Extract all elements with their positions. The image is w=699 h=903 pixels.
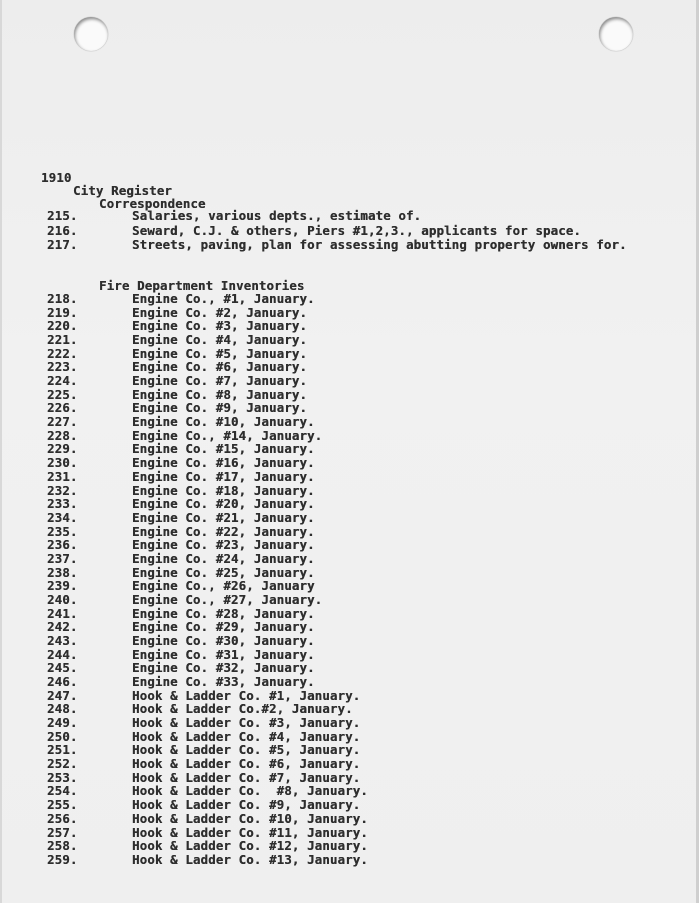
entry-number: 218.: [47, 291, 78, 306]
list-item: [2, 497, 699, 511]
entry-number: 233.: [47, 496, 78, 512]
list-item: [2, 484, 699, 498]
entry-number: 224.: [47, 373, 78, 389]
entry-number: 216.: [47, 222, 78, 238]
entry-number: 217.: [47, 237, 78, 252]
entry-number: 228.: [47, 427, 78, 443]
entry-number: 241.: [47, 605, 78, 621]
list-item: [2, 525, 699, 539]
entry-text: Hook & Ladder Co. #4, January.: [132, 728, 361, 744]
entry-text: Engine Co. #22, January.: [132, 523, 315, 539]
entry-text: Hook & Ladder Co. #9, January.: [132, 797, 361, 813]
list-item: [2, 757, 699, 771]
entry-number: 220.: [47, 318, 78, 334]
entry-text: Engine Co. #10, January.: [132, 414, 315, 430]
list-item: [2, 401, 699, 415]
punch-hole-left: [74, 17, 108, 51]
list-item: [2, 579, 699, 593]
entry-text: Engine Co. #4, January.: [132, 332, 308, 348]
entry-number: 221.: [47, 332, 78, 348]
entry-number: 223.: [47, 359, 78, 375]
entry-number: 251.: [47, 742, 78, 758]
entry-text: Streets, paving, plan for assessing abutting property owners for.: [132, 237, 627, 252]
entry-number: 237.: [47, 550, 78, 566]
entry-text: Engine Co., #27, January.: [132, 591, 323, 607]
entry-number: 242.: [47, 619, 78, 635]
section-heading: City Register: [73, 183, 172, 198]
list-item: [2, 511, 699, 525]
entry-text: Engine Co. #20, January.: [132, 496, 315, 512]
entry-text: Engine Co. #29, January.: [132, 619, 315, 635]
entry-text: Engine Co. #18, January.: [132, 482, 315, 498]
entry-number: 225.: [47, 386, 78, 402]
entry-text: Engine Co. #3, January.: [132, 318, 308, 334]
entry-number: 259.: [47, 851, 78, 867]
list-item: [2, 661, 699, 675]
entry-number: 215.: [47, 208, 78, 223]
entry-text: Engine Co. #16, January.: [132, 455, 315, 471]
entry-text: Hook & Ladder Co. #7, January.: [132, 769, 361, 785]
entry-text: Engine Co., #14, January.: [132, 427, 323, 443]
entry-number: 256.: [47, 810, 78, 826]
entry-number: 258.: [47, 838, 78, 854]
entry-text: Hook & Ladder Co. #6, January.: [132, 756, 361, 772]
list-item: [2, 415, 699, 429]
entry-number: 230.: [47, 455, 78, 471]
entry-text: Engine Co. #5, January.: [132, 345, 308, 361]
entry-text: Hook & Ladder Co. #11, January.: [132, 824, 368, 840]
entry-text: Engine Co. #6, January.: [132, 359, 308, 375]
entry-text: Engine Co. #30, January.: [132, 633, 315, 648]
entry-number: 254.: [47, 783, 78, 799]
list-item: [2, 347, 699, 361]
list-item: [2, 470, 699, 484]
entry-text: Engine Co. #7, January.: [132, 373, 308, 389]
list-item: [2, 566, 699, 580]
subsection-heading: Correspondence: [99, 196, 206, 211]
entry-text: Engine Co. #8, January.: [132, 386, 308, 402]
entry-number: 257.: [47, 824, 78, 840]
list-item: [2, 648, 699, 662]
list-item: [2, 429, 699, 443]
year-heading: 1910: [41, 170, 72, 185]
list-item: [2, 319, 699, 333]
entry-text: Engine Co. #24, January.: [132, 550, 315, 566]
entry-number: 226.: [47, 400, 78, 416]
list-item: [2, 812, 699, 826]
entry-text: Engine Co. #28, January.: [132, 605, 315, 621]
entry-text: Engine Co., #26, January: [132, 578, 315, 594]
list-item: [2, 456, 699, 470]
list-item: [2, 442, 699, 456]
list-item: [2, 209, 699, 223]
entry-number: 234.: [47, 509, 78, 525]
list-item: [2, 360, 699, 374]
entry-number: 255.: [47, 797, 78, 813]
entry-text: Engine Co. #17, January.: [132, 468, 315, 484]
entry-text: Engine Co., #1, January.: [132, 291, 315, 306]
entry-number: 222.: [47, 345, 78, 361]
entry-number: 244.: [47, 646, 78, 662]
entry-text: Hook & Ladder Co. #1, January.: [132, 687, 361, 703]
entry-text: Engine Co. #2, January.: [132, 304, 308, 320]
inventories-heading: Fire Department Inventories: [99, 278, 305, 293]
entry-text: Seward, C.J. & others, Piers #1,2,3., applicants for space.: [132, 222, 581, 238]
entry-number: 239.: [47, 578, 78, 594]
list-item: [2, 333, 699, 347]
list-item: [2, 853, 699, 867]
entry-text: Salaries, various depts., estimate of.: [132, 208, 422, 223]
entry-text: Engine Co. #21, January.: [132, 509, 315, 525]
list-item: [2, 538, 699, 552]
entry-number: 235.: [47, 523, 78, 539]
entry-number: 252.: [47, 756, 78, 772]
list-item: [2, 292, 699, 306]
entry-number: 249.: [47, 715, 78, 731]
entry-text: Engine Co. #9, January.: [132, 400, 308, 416]
list-item: [2, 607, 699, 621]
entry-text: Engine Co. #23, January.: [132, 537, 315, 553]
list-item: [2, 224, 699, 238]
list-item: [2, 620, 699, 634]
entry-text: Engine Co. #15, January.: [132, 441, 315, 457]
entry-text: Hook & Ladder Co. #12, January.: [132, 838, 368, 854]
entry-number: 243.: [47, 633, 78, 648]
list-item: [2, 675, 699, 689]
list-item: [2, 388, 699, 402]
entry-number: 227.: [47, 414, 78, 430]
list-item: [2, 552, 699, 566]
entry-number: 236.: [47, 537, 78, 553]
entry-text: Engine Co. #25, January.: [132, 564, 315, 580]
entry-text: Hook & Ladder Co. #5, January.: [132, 742, 361, 758]
list-item: [2, 593, 699, 607]
entry-number: 250.: [47, 728, 78, 744]
list-item: [2, 634, 699, 648]
entry-text: Hook & Ladder Co. #10, January.: [132, 810, 368, 826]
entry-number: 246.: [47, 674, 78, 690]
entry-text: Engine Co. #32, January.: [132, 660, 315, 676]
entry-text: Hook & Ladder Co. #8, January.: [132, 783, 368, 799]
punch-hole-right: [599, 17, 633, 51]
list-item: [2, 716, 699, 730]
entry-text: Engine Co. #31, January.: [132, 646, 315, 662]
entry-number: 245.: [47, 660, 78, 676]
list-item: [2, 238, 699, 252]
entry-number: 238.: [47, 564, 78, 580]
entry-text: Engine Co. #33, January.: [132, 674, 315, 690]
entry-text: Hook & Ladder Co.#2, January.: [132, 701, 353, 717]
entry-number: 248.: [47, 701, 78, 717]
entry-number: 219.: [47, 304, 78, 320]
entry-number: 253.: [47, 769, 78, 785]
entry-number: 240.: [47, 591, 78, 607]
list-item: [2, 306, 699, 320]
entry-number: 247.: [47, 687, 78, 703]
entry-number: 231.: [47, 468, 78, 484]
entry-text: Hook & Ladder Co. #3, January.: [132, 715, 361, 731]
entry-number: 229.: [47, 441, 78, 457]
entry-text: Hook & Ladder Co. #13, January.: [132, 851, 368, 867]
entry-number: 232.: [47, 482, 78, 498]
list-item: [2, 374, 699, 388]
